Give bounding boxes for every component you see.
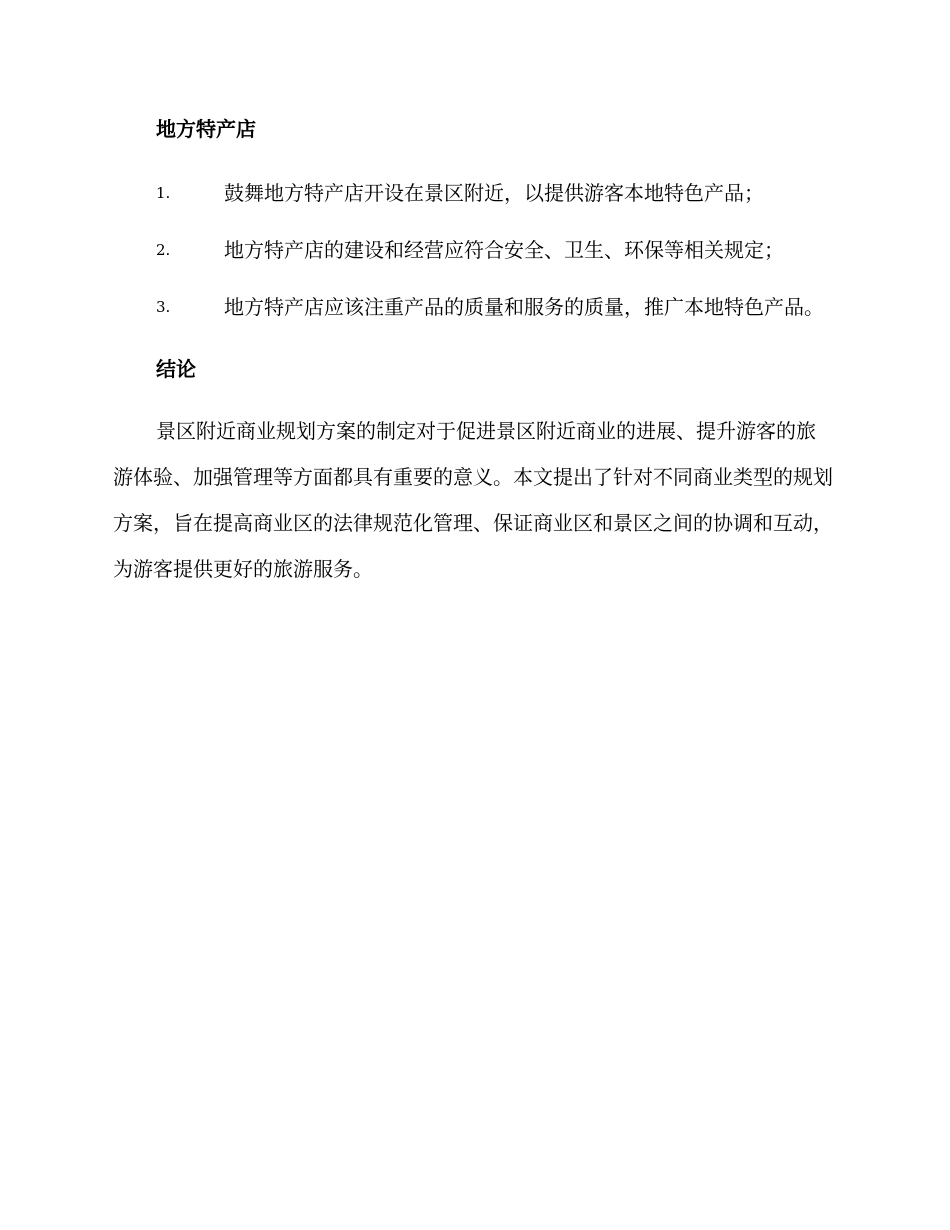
list-item bbox=[113, 170, 833, 216]
document-body bbox=[113, 112, 833, 592]
section-heading-specialty-store: 地方特产店 bbox=[156, 117, 256, 141]
list-item-number: 1. bbox=[156, 184, 171, 202]
list-item-text: 鼓舞地方特产店开设在景区附近，以提供游客本地特色产品； bbox=[224, 181, 764, 205]
list-item-text: 地方特产店应该注重产品的质量和服务的质量，推广本地特色产品。 bbox=[224, 295, 824, 319]
conclusion-paragraph: 景区附近商业规划方案的制定对于促进景区附近商业的进展、提升游客的旅游体验、加强管理等方面都具有重要的意义。本文提出了针对不同商业类型的规划方案，旨在提高商业区的法律规范化管理、保证商业区和景区之间的协调和互动，为游客提供更好的旅游服务。 bbox=[113, 419, 833, 581]
list-item-number: 3. bbox=[156, 298, 171, 316]
list-item bbox=[113, 227, 833, 273]
list-item-number: 2. bbox=[156, 241, 171, 259]
list-item-text: 地方特产店的建设和经营应符合安全、卫生、环保等相关规定； bbox=[224, 238, 784, 262]
list-item bbox=[113, 284, 833, 330]
section-heading-conclusion: 结论 bbox=[156, 357, 196, 381]
